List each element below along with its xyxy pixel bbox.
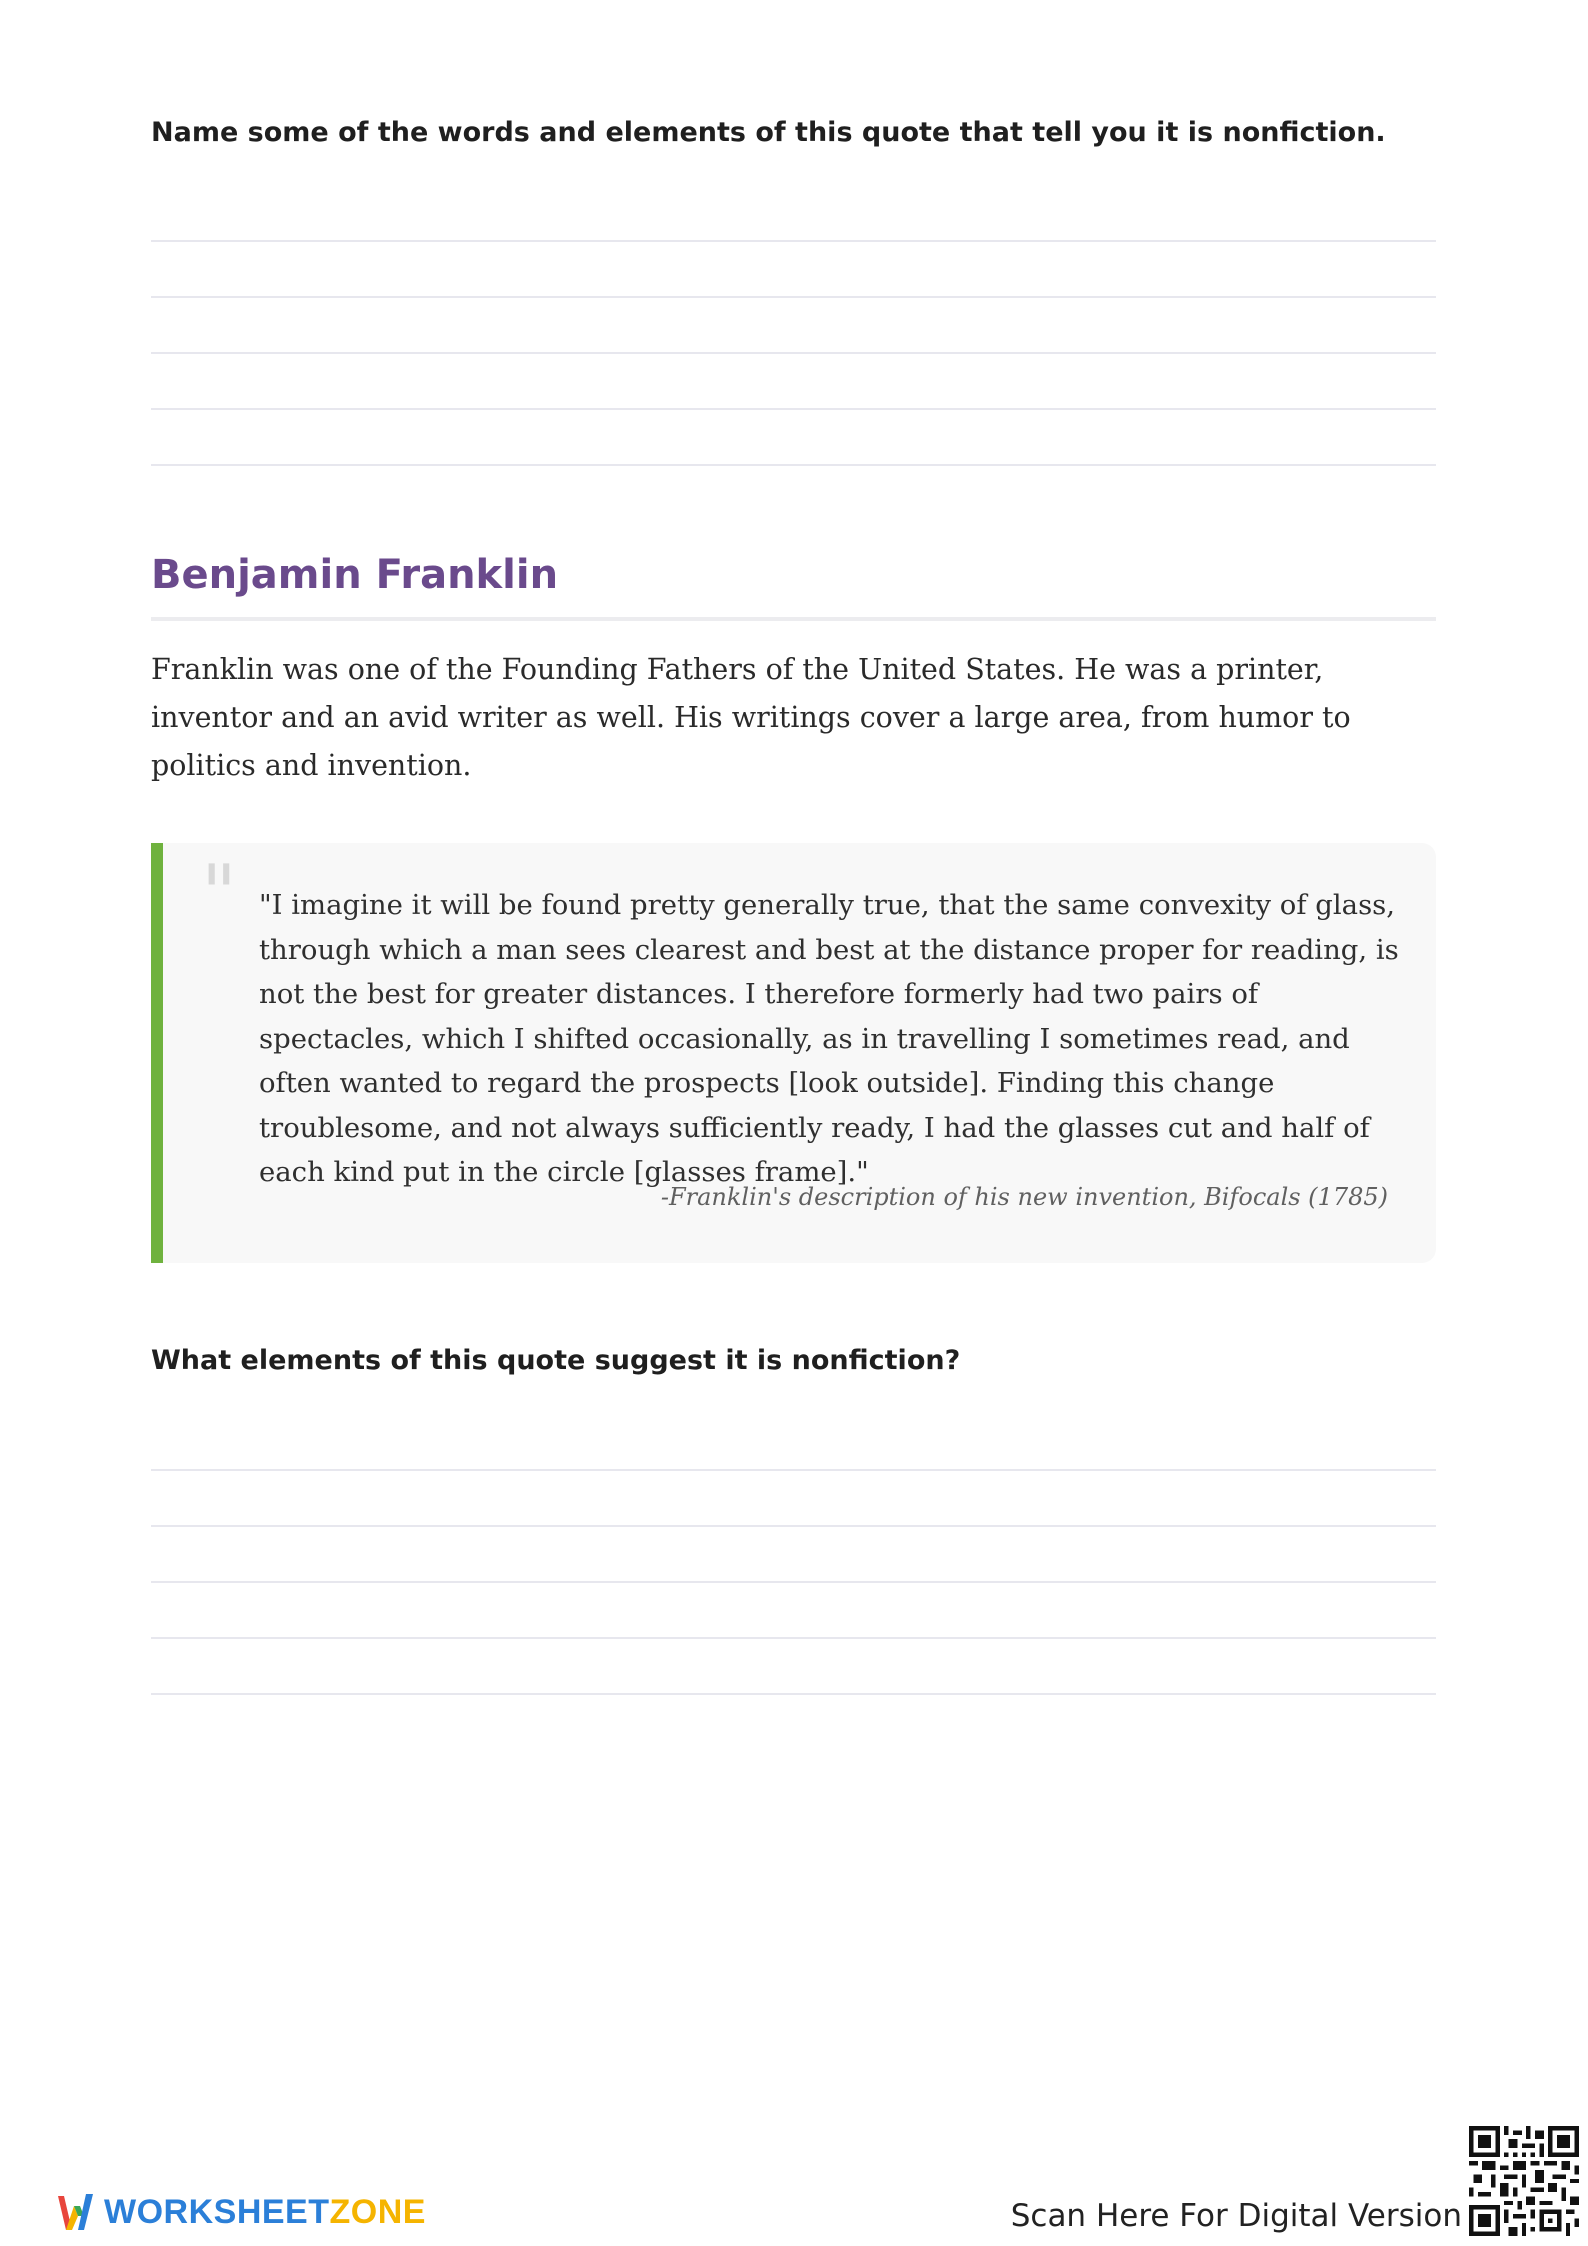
answer-lines-2	[151, 1469, 1436, 1699]
quote-text: "I imagine it will be found pretty generally true, that the same convexity of glass, through which a man sees clearest and best at the distance proper for reading, is not the best for greater distances. I therefore formerly had two pairs of spectacles, which I shifted occasionally, as in travelling I sometimes read, and often wanted to regard the prospects [look outside]. Finding this change troublesome, and not always sufficiently ready, I had the glasses cut and half of each kind put in the circle [glasses frame]."	[259, 889, 1399, 1188]
scan-label: Scan Here For Digital Version	[1010, 2198, 1462, 2234]
answer-line[interactable]	[151, 1581, 1436, 1583]
answer-line[interactable]	[151, 1637, 1436, 1639]
answer-line[interactable]	[151, 240, 1436, 242]
logo-text-worksheet: WORKSHEET	[104, 2192, 330, 2231]
logo-w-icon	[56, 2186, 94, 2238]
answer-line[interactable]	[151, 296, 1436, 298]
quote-block	[151, 843, 1436, 1263]
qr-code-icon[interactable]	[1469, 2126, 1579, 2236]
quote-source: -Franklin's description of his new invention, Bifocals (1785)	[660, 1183, 1388, 1211]
question-2: What elements of this quote suggest it is nonfiction?	[151, 1345, 961, 1376]
logo-text	[104, 2193, 426, 2232]
quote-mark-icon: "	[201, 849, 237, 939]
answer-line[interactable]	[151, 464, 1436, 466]
answer-line[interactable]	[151, 408, 1436, 410]
answer-line[interactable]	[151, 352, 1436, 354]
worksheetzone-logo[interactable]	[56, 2182, 426, 2242]
section-divider	[151, 617, 1436, 621]
quote-accent-bar	[151, 843, 163, 1263]
answer-line[interactable]	[151, 1693, 1436, 1695]
answer-line[interactable]	[151, 1469, 1436, 1471]
logo-text-zone: ZONE	[329, 2192, 426, 2231]
answer-lines-1	[151, 240, 1436, 470]
question-1: Name some of the words and elements of this quote that tell you it is nonfiction.	[151, 117, 1386, 148]
bio-paragraph: Franklin was one of the Founding Fathers of the United States. He was a printer, inventor and an avid writer as well. His writings cover a large area, from humor to politics and invention.	[151, 653, 1351, 782]
answer-line[interactable]	[151, 1525, 1436, 1527]
section-heading: Benjamin Franklin	[151, 552, 559, 598]
